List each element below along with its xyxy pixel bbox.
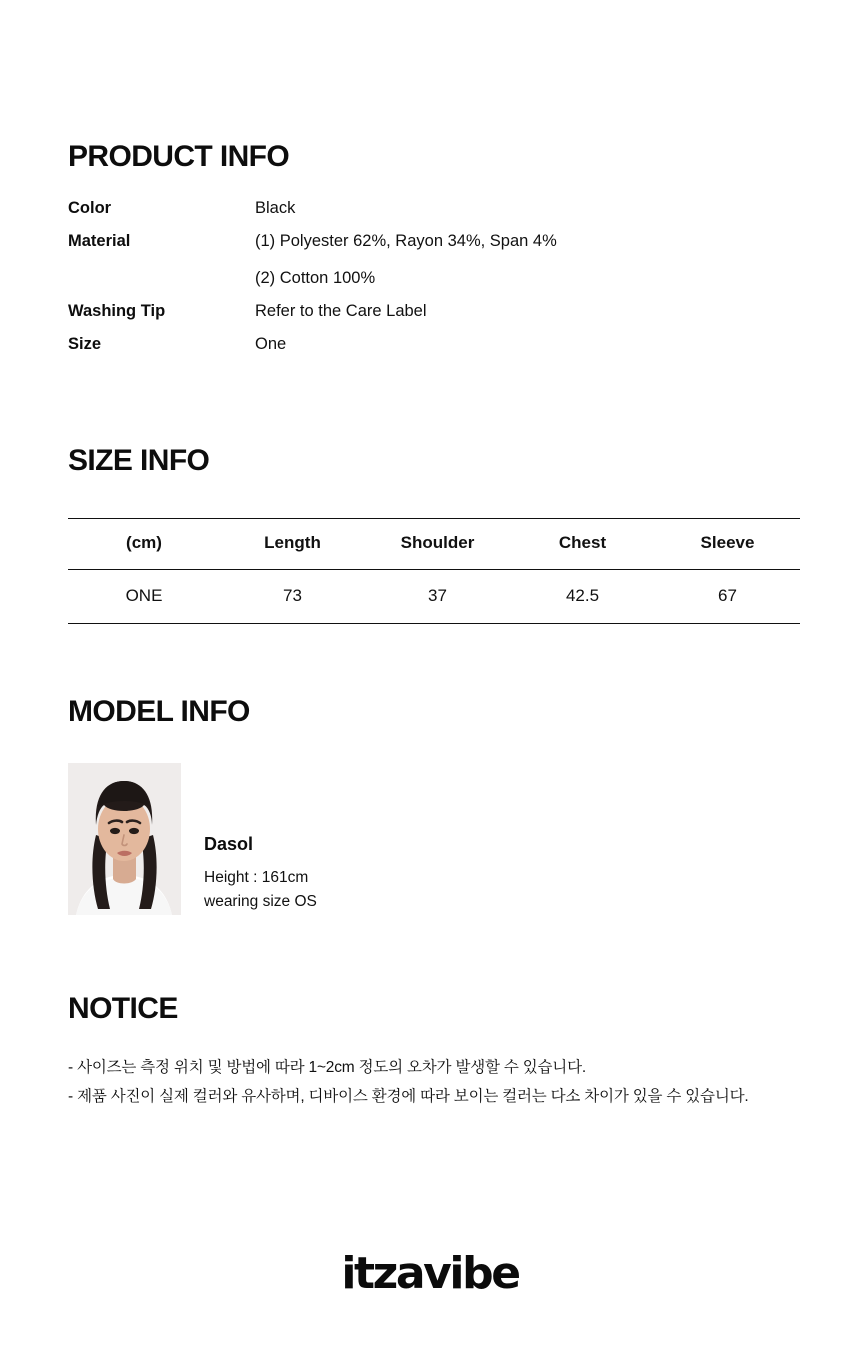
size-info-title: SIZE INFO xyxy=(68,444,210,477)
spec-values-washing-tip xyxy=(255,301,808,322)
notice-line-2: - 제품 사진이 실제 컬러와 유사하며, 디바이스 환경에 따라 보이는 컬러는 다소 차이가 있을 수 있습니다. xyxy=(68,1088,749,1105)
product-info-section xyxy=(68,140,808,367)
brand-logo-text: itzavibe xyxy=(341,1248,519,1299)
spec-value-material-1: (1) Polyester 62%, Rayon 34%, Span 4% xyxy=(255,232,557,250)
size-table-header-shoulder: Shoulder xyxy=(365,519,510,570)
model-info-section xyxy=(68,695,808,915)
spec-row-material xyxy=(68,231,808,289)
table-row xyxy=(68,570,800,624)
spec-values-size xyxy=(255,334,808,355)
spec-row-washing-tip xyxy=(68,301,808,322)
spec-values-color xyxy=(255,198,808,219)
size-table-header-row xyxy=(68,519,800,570)
spec-label-color: Color xyxy=(68,199,112,217)
size-table-header-chest: Chest xyxy=(510,519,655,570)
model-portrait-image xyxy=(68,763,181,915)
size-cell-name: ONE xyxy=(68,570,220,624)
size-cell-length: 73 xyxy=(220,570,365,624)
size-cell-shoulder: 37 xyxy=(365,570,510,624)
spec-value-color-1: Black xyxy=(255,199,296,217)
size-table-header-unit: (cm) xyxy=(68,519,220,570)
spec-value-material-2: (2) Cotton 100% xyxy=(255,269,376,287)
spec-value-washing-tip-1: Refer to the Care Label xyxy=(255,302,427,320)
notice-title: NOTICE xyxy=(68,992,178,1025)
size-cell-chest: 42.5 xyxy=(510,570,655,624)
brand-logo xyxy=(0,1248,860,1299)
model-text-block xyxy=(204,763,317,914)
product-info-title: PRODUCT INFO xyxy=(68,140,290,173)
size-table xyxy=(68,518,800,624)
notice-line-1: - 사이즈는 측정 위치 및 방법에 따라 1~2cm 정도의 오차가 발생할 수 있습니다. xyxy=(68,1059,586,1076)
notice-section xyxy=(68,992,828,1111)
model-wearing-size: wearing size OS xyxy=(204,893,317,910)
spec-values-material xyxy=(255,231,808,289)
size-table-header-sleeve: Sleeve xyxy=(655,519,800,570)
model-block xyxy=(68,763,808,915)
spec-label-washing-tip: Washing Tip xyxy=(68,302,166,320)
size-cell-sleeve: 67 xyxy=(655,570,800,624)
size-info-section xyxy=(68,444,800,624)
model-name: Dasol xyxy=(204,834,254,854)
spec-row-color xyxy=(68,198,808,219)
model-info-title: MODEL INFO xyxy=(68,695,250,728)
model-height: Height : 161cm xyxy=(204,869,309,886)
spec-label-size: Size xyxy=(68,335,102,353)
spec-label-material: Material xyxy=(68,232,131,250)
size-table-header-length: Length xyxy=(220,519,365,570)
spec-row-size xyxy=(68,334,808,355)
spec-value-size-1: One xyxy=(255,335,287,353)
